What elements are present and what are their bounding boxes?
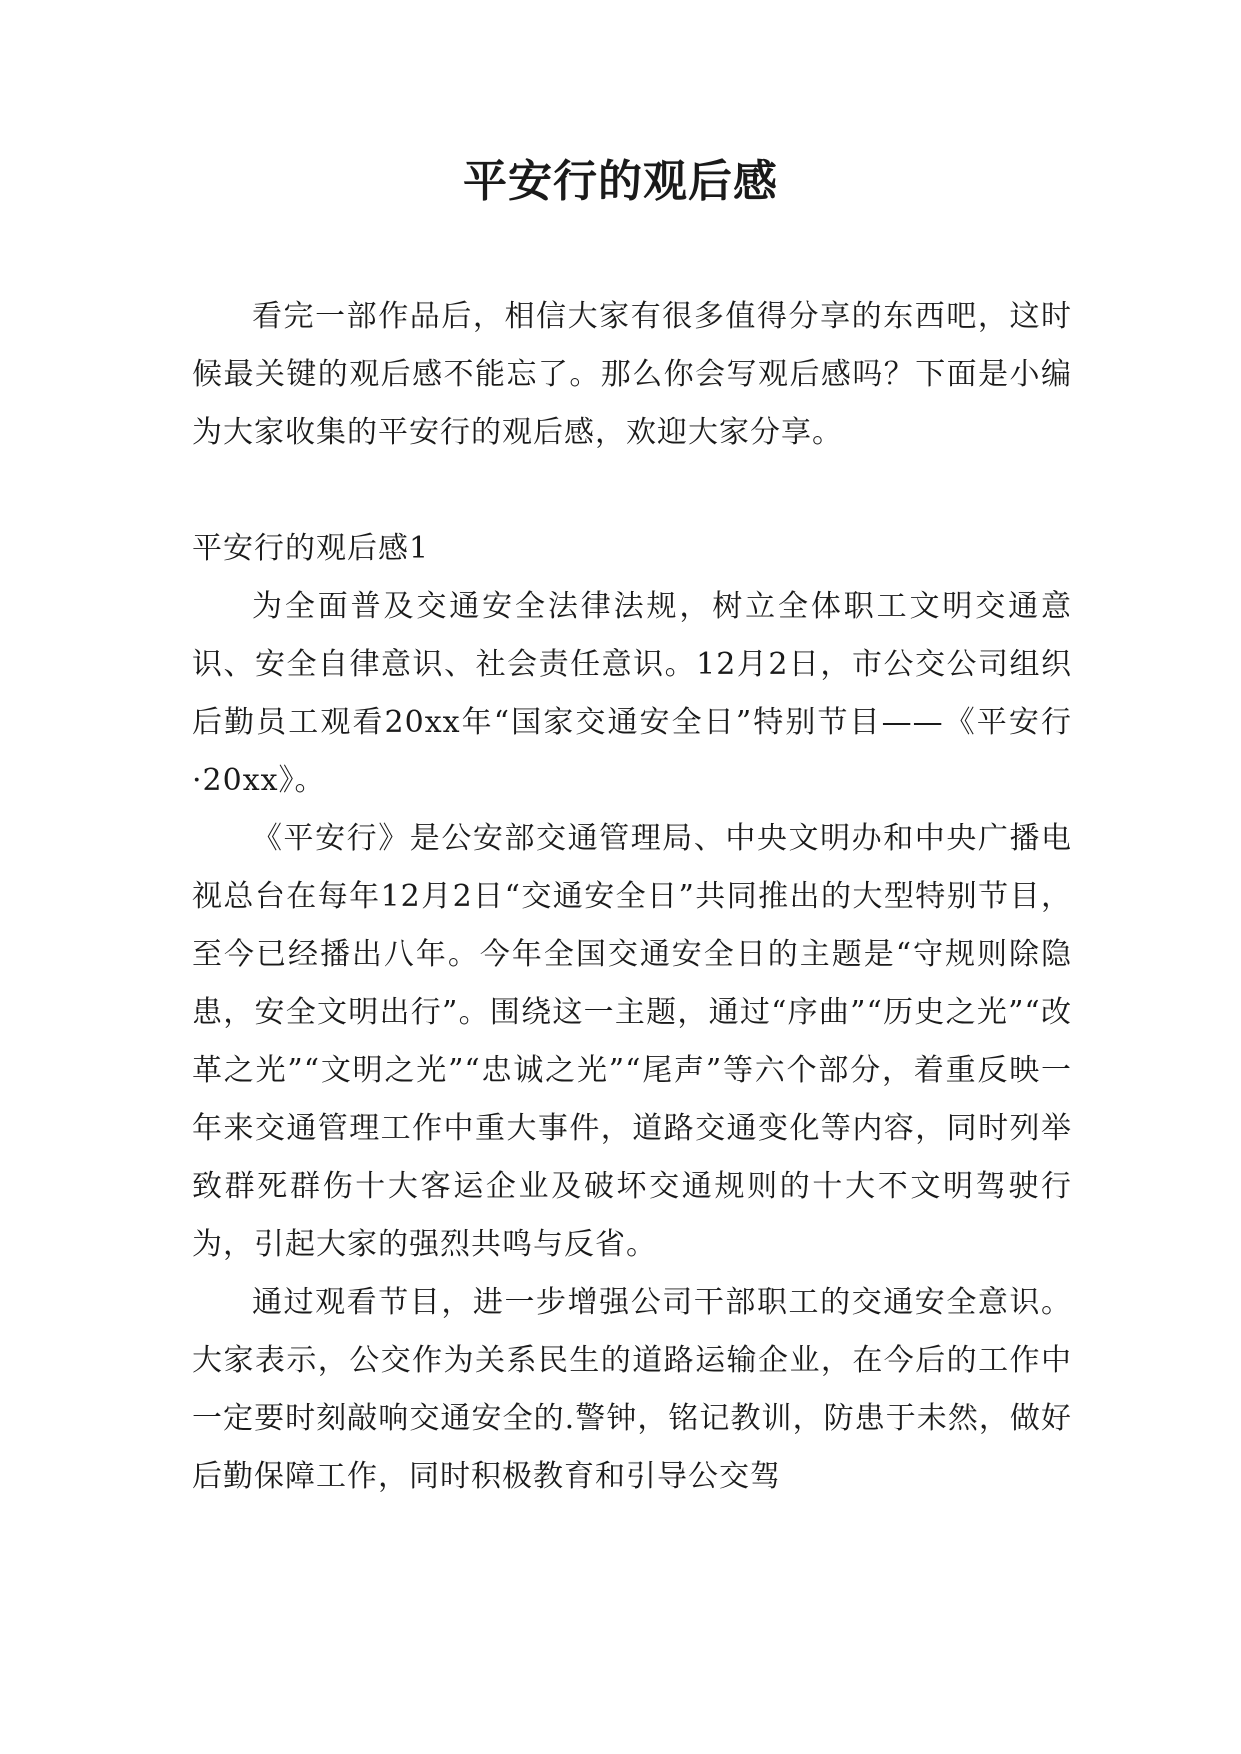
body-paragraph: 通过观看节目，进一步增强公司干部职工的交通安全意识。大家表示，公交作为关系民生的道路运输企业，在今后的工作中一定要时刻敲响交通安全的.警钟，铭记教训，防患于未然，做好后勤保障工作，同时积极教育和引导公交驾 — [192, 1285, 1072, 1494]
section-heading: 平安行的观后感1 — [192, 531, 430, 566]
document-title: 平安行的观后感 — [463, 156, 778, 207]
document-body — [192, 288, 1072, 1506]
intro-paragraph: 看完一部作品后，相信大家有很多值得分享的东西吧，这时候最关键的观后感不能忘了。那么你会写观后感吗？下面是小编为大家收集的平安行的观后感，欢迎大家分享。 — [192, 299, 1072, 450]
body-paragraph: 《平安行》是公安部交通管理局、中央文明办和中央广播电视总台在每年12月2日“交通安全日”共同推出的大型特别节目，至今已经播出八年。今年全国交通安全日的主题是“守规则除隐患，安全文明出行”。围绕这一主题，通过“序曲”“历史之光”“改革之光”“文明之光”“忠诚之光”“尾声”等六个部分，着重反映一年来交通管理工作中重大事件，道路交通变化等内容，同时列举致群死群伤十大客运企业及破坏交通规则的十大不文明驾驶行为，引起大家的强烈共鸣与反省。 — [192, 821, 1072, 1262]
body-paragraph: 为全面普及交通安全法律法规，树立全体职工文明交通意识、安全自律意识、社会责任意识。12月2日，市公交公司组织后勤员工观看20xx年“国家交通安全日”特别节目——《平安行·20xx》。 — [192, 589, 1072, 798]
